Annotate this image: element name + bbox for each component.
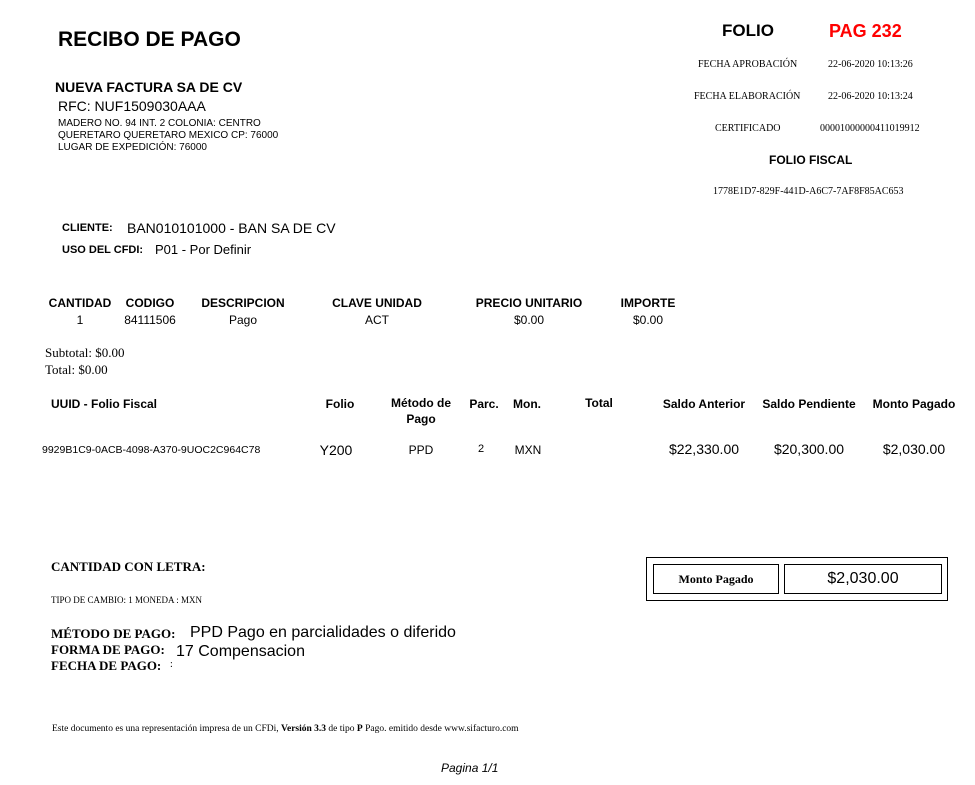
creation-date-label: FECHA ELABORACIÓN [694,91,801,102]
concept-unit-price: $0.00 [513,313,545,327]
client-label: CLIENTE: [62,222,113,234]
concepts-header-quantity: CANTIDAD [48,296,112,310]
payment-uuid: 9929B1C9-0ACB-4098-A370-9UOC2C964C78 [42,444,261,456]
page-number: Pagina 1/1 [441,761,499,775]
amount-paid-label-box [653,564,779,594]
disclaimer-version: Versión 3.3 [281,724,327,734]
payment-method: PPD [408,443,434,457]
payment-currency: MXN [514,443,542,457]
payment-form-label: FORMA DE PAGO: [51,642,165,657]
payment-amount-paid: $2,030.00 [882,441,946,457]
payment-folio: Y200 [319,442,353,458]
concept-quantity: 1 [76,313,84,327]
payment-pending-balance: $20,300.00 [773,441,845,457]
fiscal-folio-value: 1778E1D7-829F-441D-A6C7-7AF8F85AC653 [713,186,904,197]
payments-header-currency: Mon. [513,397,541,411]
cfdi-use-label: USO DEL CFDI: [62,244,144,256]
payments-header-pending-balance: Saldo Pendiente [762,397,856,411]
payment-date-value: : [170,659,173,670]
payments-header-installment: Parc. [469,397,499,411]
amount-paid-label: Monto Pagado [678,571,754,586]
concepts-header-amount: IMPORTE [620,296,676,310]
creation-date-value: 22-06-2020 10:13:24 [828,91,913,102]
concepts-header-unit-price: PRECIO UNITARIO [475,296,583,310]
folio-value: PAG 232 [829,21,902,41]
certificate-value: 00001000000411019912 [820,123,920,134]
payment-date-label: FECHA DE PAGO: [51,658,162,673]
client-value: BAN010101000 - BAN SA DE CV [127,220,336,236]
disclaimer-prefix: Este documento es una representación impresa de un CFDi, [52,724,281,734]
payment-method-value: PPD Pago en parcialidades o diferido [190,624,456,641]
document-title: RECIBO DE PAGO [58,28,241,51]
amount-in-words-label: CANTIDAD CON LETRA: [51,559,206,574]
payments-header-amount-paid: Monto Pagado [872,397,956,411]
payments-header-method-line1: Método de [391,396,451,410]
fiscal-folio-label: FOLIO FISCAL [769,153,853,167]
issuer-address-line1: MADERO NO. 94 INT. 2 COLONIA: CENTRO [58,118,261,129]
approval-date-label: FECHA APROBACIÓN [698,59,798,70]
payments-header-folio: Folio [325,397,355,411]
amount-paid-box [646,557,948,601]
payments-header-previous-balance: Saldo Anterior [662,397,746,411]
payment-form-value: 17 Compensacion [176,643,305,660]
concepts-header-unit-key: CLAVE UNIDAD [332,296,422,310]
exchange-rate: TIPO DE CAMBIO: 1 MONEDA : MXN [51,595,203,605]
issuer-address-line2: QUERETARO QUERETARO MEXICO CP: 76000 [58,130,279,141]
payments-header-uuid: UUID - Folio Fiscal [51,397,158,411]
certificate-label: CERTIFICADO [715,123,781,134]
subtotal: Subtotal: $0.00 [45,345,125,360]
issuer-rfc: RFC: NUF1509030AAA [58,98,206,114]
amount-paid-value-box [784,564,942,594]
folio-label: FOLIO [722,21,774,40]
issuer-expedition-place: LUGAR DE EXPEDICIÓN: 76000 [58,142,207,153]
payment-previous-balance: $22,330.00 [668,441,740,457]
concept-code: 84111506 [124,313,176,327]
disclaimer-suffix: Pago. emitido desde www.sifacturo.com [362,724,519,734]
disclaimer [52,724,519,734]
concept-unit-key: ACT [365,313,389,327]
concept-amount: $0.00 [632,313,664,327]
total: Total: $0.00 [45,362,108,377]
payment-installment: 2 [477,443,485,455]
approval-date-value: 22-06-2020 10:13:26 [828,59,913,70]
payments-header-total: Total [585,396,613,410]
amount-paid-value: $2,030.00 [827,570,899,587]
disclaimer-type: P [356,724,363,734]
concepts-header-description: DESCRIPCION [201,296,285,310]
cfdi-use-value: P01 - Por Definir [155,242,252,257]
payments-header-method-line2: Pago [406,412,436,426]
payment-method-label: MÉTODO DE PAGO: [51,626,176,641]
concepts-header-code: CODIGO [125,296,175,310]
disclaimer-middle: de tipo [326,724,357,734]
concept-description: Pago [228,313,258,327]
issuer-name: NUEVA FACTURA SA DE CV [55,79,243,95]
